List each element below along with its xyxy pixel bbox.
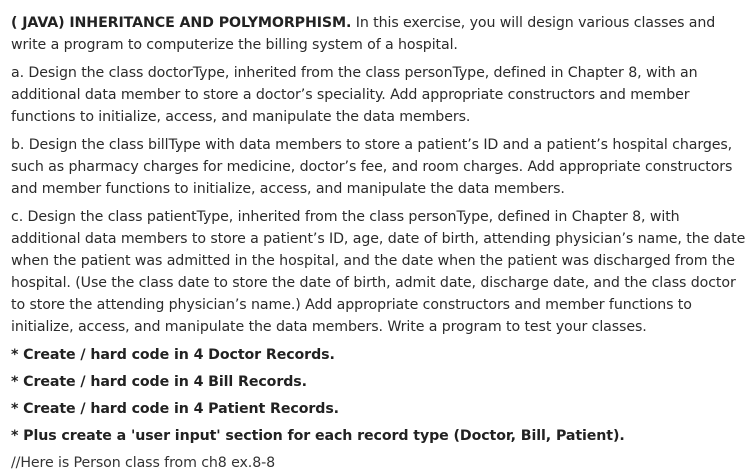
requirement-user-input: * Plus create a 'user input' section for each record type (Doctor, Bill, Patient).: [11, 428, 625, 444]
requirement-doctor-records: * Create / hard code in 4 Doctor Records.: [11, 347, 335, 363]
intro-title: ( JAVA) INHERITANCE AND POLYMORPHISM.: [11, 15, 352, 31]
intro-paragraph: [11, 12, 747, 56]
part-a-paragraph: a. Design the class doctorType, inherited from the class personType, defined in Chapter 8, with an additional data member to store a doctor’s speciality. Add appropriate constructors and member functions to initialize, access, and manipulate the data members.: [11, 65, 698, 125]
part-b-paragraph: b. Design the class billType with data members to store a patient’s ID and a patient’s hospital charges, such as pharmacy charges for medicine, doctor’s fee, and room charges. Add appropriate constructors and member functions to initialize, access, and manipulate the data members.: [11, 137, 733, 197]
code-comment: //Here is Person class from ch8 ex.8-8: [11, 455, 276, 471]
requirement-bill-records: * Create / hard code in 4 Bill Records.: [11, 374, 307, 390]
part-c-paragraph: c. Design the class patientType, inherited from the class personType, defined in Chapter 8, with additional data members to store a patient’s ID, age, date of birth, attending physician’s name, the date when the patient was admitted in the hospital, and the date when the patient was discharged from the hospital. (Use the class date to store the date of birth, admit date, discharge date, and the class doctor to store the attending physician’s name.) Add appropriate constructors and member functions to initialize, access, and manipulate the data members. Write a program to test your classes.: [11, 209, 746, 335]
intro-text: In this exercise, you will design various classes and write a program to computerize the billing system of a hospital.: [11, 15, 716, 53]
requirement-patient-records: * Create / hard code in 4 Patient Records.: [11, 401, 339, 417]
